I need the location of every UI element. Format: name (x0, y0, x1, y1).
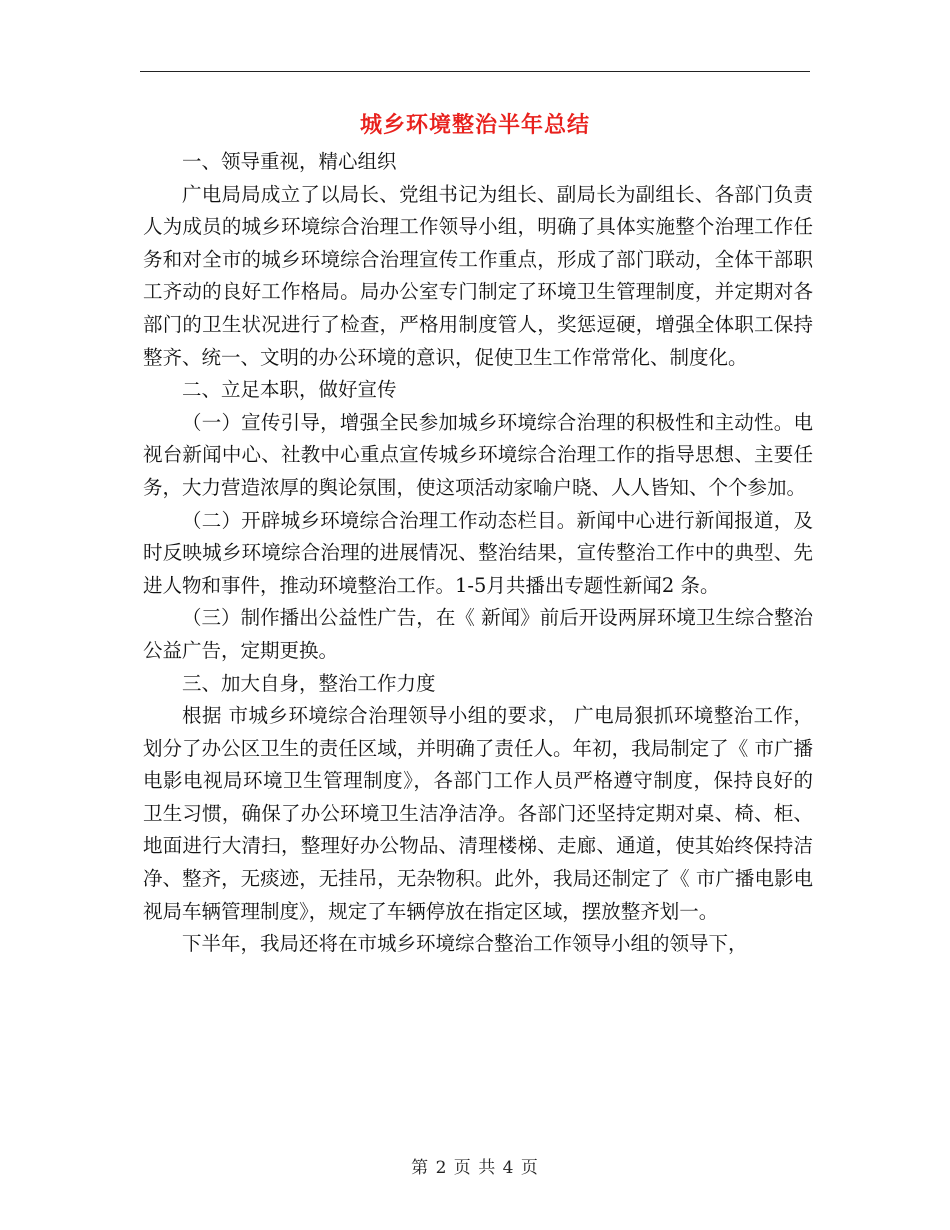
paragraph: （二）开辟城乡环境综合治理工作动态栏目。新闻中心进行新闻报道，及时反映城乡环境综合治理的进展情况、整治结果，宣传整治工作中的典型、先进人物和事件，推动环境整治工作。1-5月共播出专题性新闻2 条。 (143, 508, 813, 597)
paragraph: （三）制作播出公益性广告，在《 新闻》前后开设两屏环境卫生综合整治公益广告，定期更换。 (143, 606, 813, 662)
section-heading-3: 三、加大自身，整治工作力度 (182, 671, 436, 695)
paragraph: 广电局局成立了以局长、党组书记为组长、副局长为副组长、各部门负责人为成员的城乡环境综合治理工作领导小组，明确了具体实施整个治理工作任务和对全市的城乡环境综合治理宣传工作重点，形成了部门联动，全体干部职工齐动的良好工作格局。局办公室专门制定了环境卫生管理制度，并定期对各部门的卫生状况进行了检查，严格用制度管人，奖惩逗硬，增强全体职工保持整齐、统一、文明的办公环境的意识，促使卫生工作常常化、制度化。 (143, 182, 813, 369)
header-rule (140, 71, 810, 72)
document-body (143, 146, 813, 961)
document-title: 城乡环境整治半年总结 (359, 112, 590, 138)
page-number-footer: 第 2 页 共 4 页 (411, 1158, 539, 1178)
paragraph: 根据 市城乡环境综合治理领导小组的要求， 广电局狠抓环境整治工作，划分了办公区卫生的责任区域，并明确了责任人。年初，我局制定了《 市广播电影电视局环境卫生管理制度》，各部门工作人员严格遵守制度，保持良好的卫生习惯，确保了办公环境卫生洁净洁净。各部门还坚持定期对桌、椅、柜、地面进行大清扫，整理好办公物品、清理楼梯、走廊、通道，使其始终保持洁净、整齐，无痰迹，无挂吊，无杂物积。此外，我局还制定了《 市广播电影电视局车辆管理制度》，规定了车辆停放在指定区域，摆放整齐划一。 (143, 704, 813, 923)
paragraph: 下半年，我局还将在市城乡环境综合整治工作领导小组的领导下， (182, 932, 748, 956)
section-heading-2: 二、立足本职，做好宣传 (182, 378, 397, 402)
paragraph: （一）宣传引导，增强全民参加城乡环境综合治理的积极性和主动性。电视台新闻中心、社教中心重点宣传城乡环境综合治理工作的指导思想、主要任务，大力营造浓厚的舆论氛围，使这项活动家喻户晓、人人皆知、个个参加。 (143, 410, 813, 499)
section-heading-1: 一、领导重视，精心组织 (182, 150, 397, 173)
